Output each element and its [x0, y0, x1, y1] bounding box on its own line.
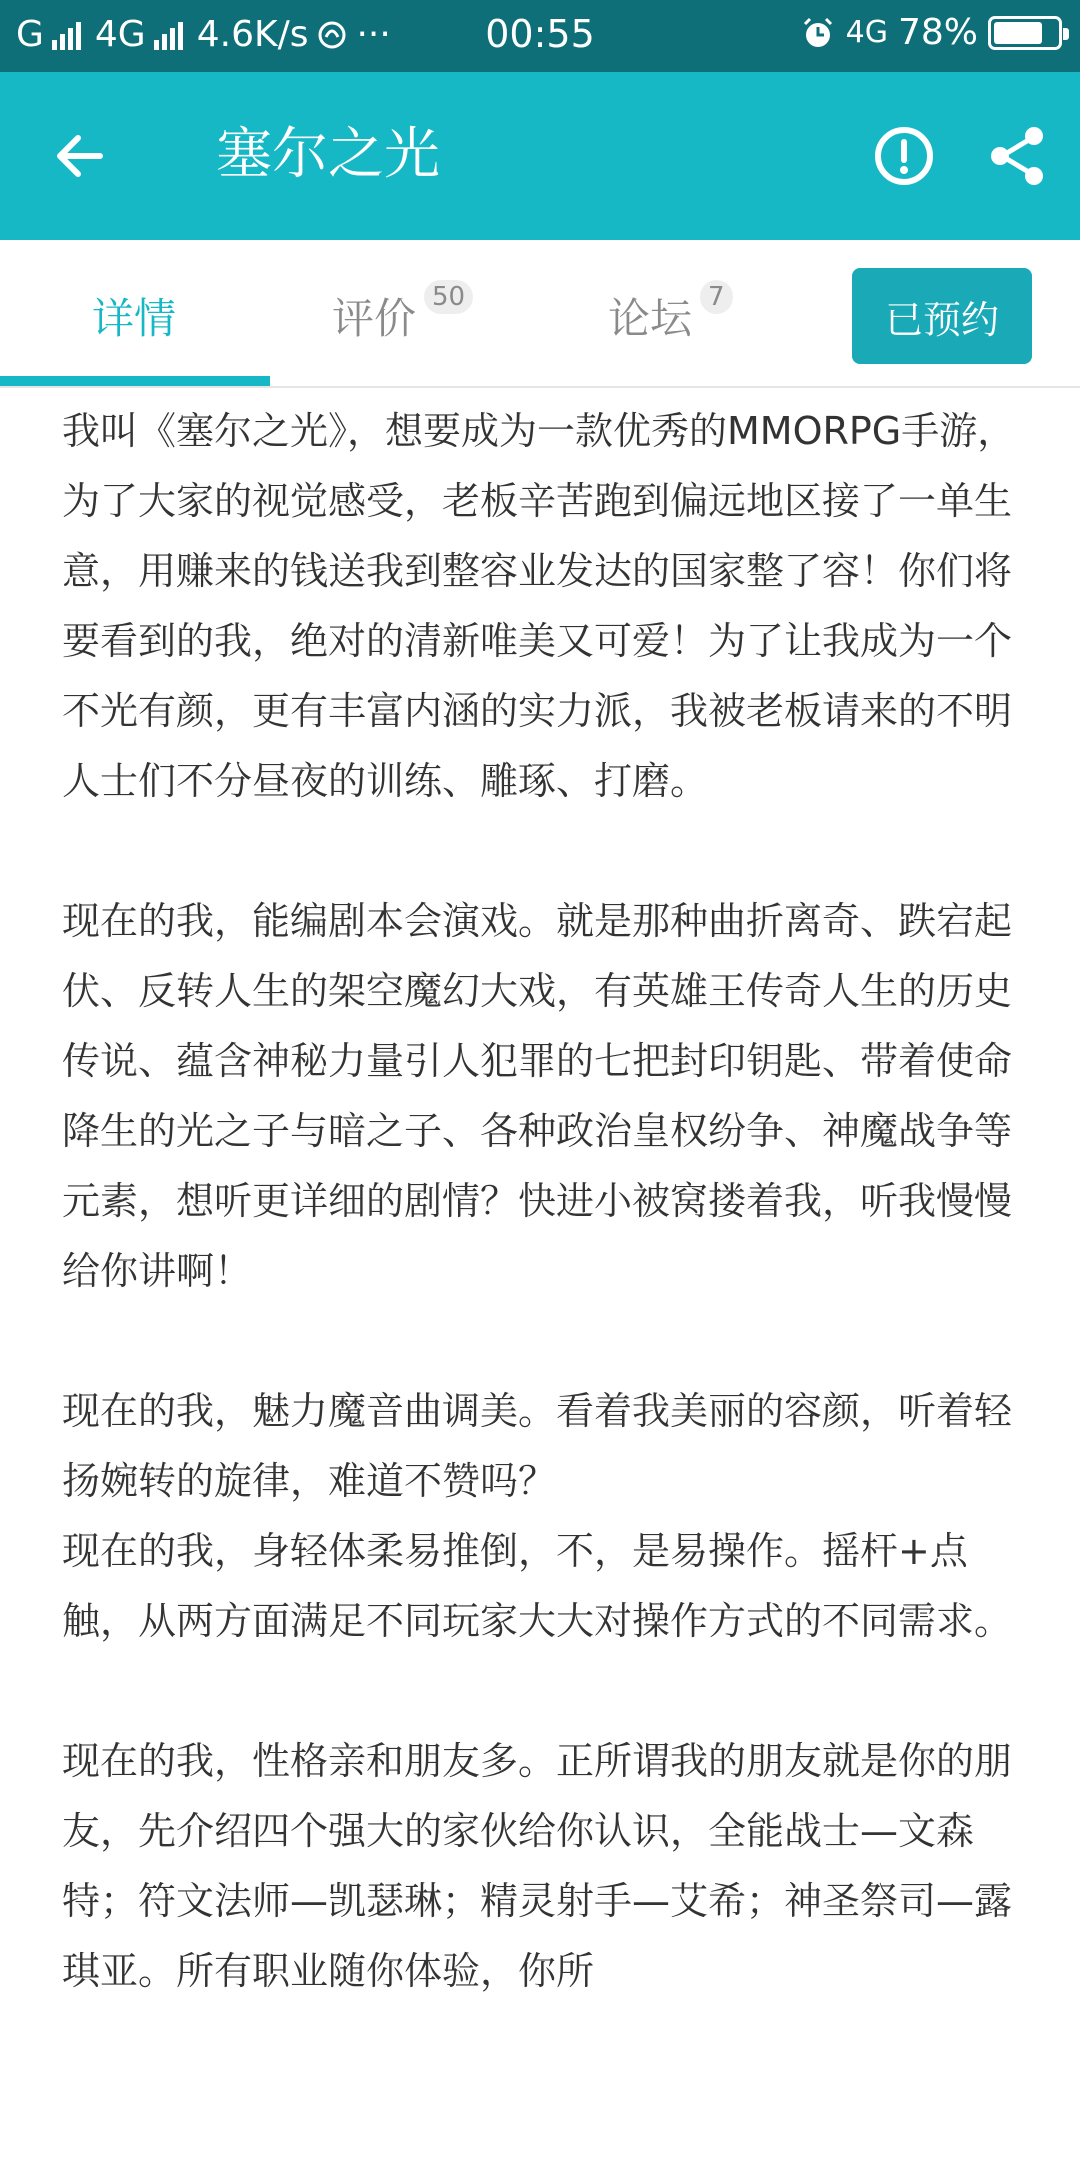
battery-percent: 78%	[897, 12, 978, 53]
forum-count-badge: 7	[700, 280, 733, 314]
more-notifications: ···	[356, 14, 391, 55]
description-paragraph: 现在的我，性格亲和朋友多。正所谓我的朋友就是你的朋友，先介绍四个强大的家伙给你认识，全能战士—文森特；符文法师—凯瑟琳；精灵射手—艾希；神圣祭司—露琪亚。所有职业随你体验，你所	[62, 1739, 1013, 1993]
tab-active-indicator	[0, 376, 270, 386]
description-paragraph: 现在的我，魅力魔音曲调美。看着我美丽的容颜，听着轻扬婉转的旋律，难道不赞吗？	[62, 1389, 1013, 1503]
tab-forum[interactable]	[608, 282, 733, 346]
tab-review[interactable]	[332, 282, 473, 346]
status-bar	[0, 0, 1080, 72]
tab-forum-label: 论坛	[608, 294, 693, 343]
network-4g-label: 4G	[94, 14, 146, 55]
network-right-label: 4G	[845, 15, 888, 50]
tab-bar	[0, 240, 1080, 388]
battery-level	[994, 22, 1042, 44]
network-label: G	[16, 14, 44, 55]
tab-review-label: 评价	[332, 294, 417, 343]
description-paragraph: 现在的我，身轻体柔易推倒，不，是易操作。摇杆+点触，从两方面满足不同玩家大大对操作方式的不同需求。	[62, 1529, 1013, 1643]
report-icon[interactable]	[870, 122, 938, 190]
alarm-icon	[800, 15, 836, 51]
tab-detail[interactable]	[92, 286, 176, 346]
game-description	[62, 396, 1022, 2160]
reserved-button[interactable]: 已预约	[852, 268, 1032, 364]
back-arrow-icon[interactable]	[48, 124, 112, 188]
share-icon[interactable]	[984, 122, 1052, 190]
description-paragraph: 现在的我，能编剧本会演戏。就是那种曲折离奇、跌宕起伏、反转人生的架空魔幻大戏，有英雄王传奇人生的历史传说、蕴含神秘力量引人犯罪的七把封印钥匙、带着使命降生的光之子与暗之子、各种政治皇权纷争、神魔战争等元素，想听更详细的剧情？快进小被窝搂着我，听我慢慢给你讲啊！	[62, 899, 1013, 1293]
battery-icon	[988, 16, 1062, 50]
status-right	[800, 12, 1062, 53]
tab-detail-label: 详情	[92, 294, 177, 343]
clock: 00:55	[485, 12, 595, 56]
review-count-badge: 50	[424, 280, 473, 314]
app-bar	[0, 72, 1080, 240]
network-speed: 4.6K/s	[196, 14, 309, 55]
description-paragraph: 我叫《塞尔之光》，想要成为一款优秀的MMORPG手游，为了大家的视觉感受，老板辛苦跑到偏远地区接了一单生意，用赚来的钱送我到整容业发达的国家整了容！你们将要看到的我，绝对的清新唯美又可爱！为了让我成为一个不光有颜，更有丰富内涵的实力派，我被老板请来的不明人士们不分昼夜的训练、雕琢、打磨。	[62, 409, 1016, 803]
page-title: 塞尔之光	[216, 122, 440, 187]
